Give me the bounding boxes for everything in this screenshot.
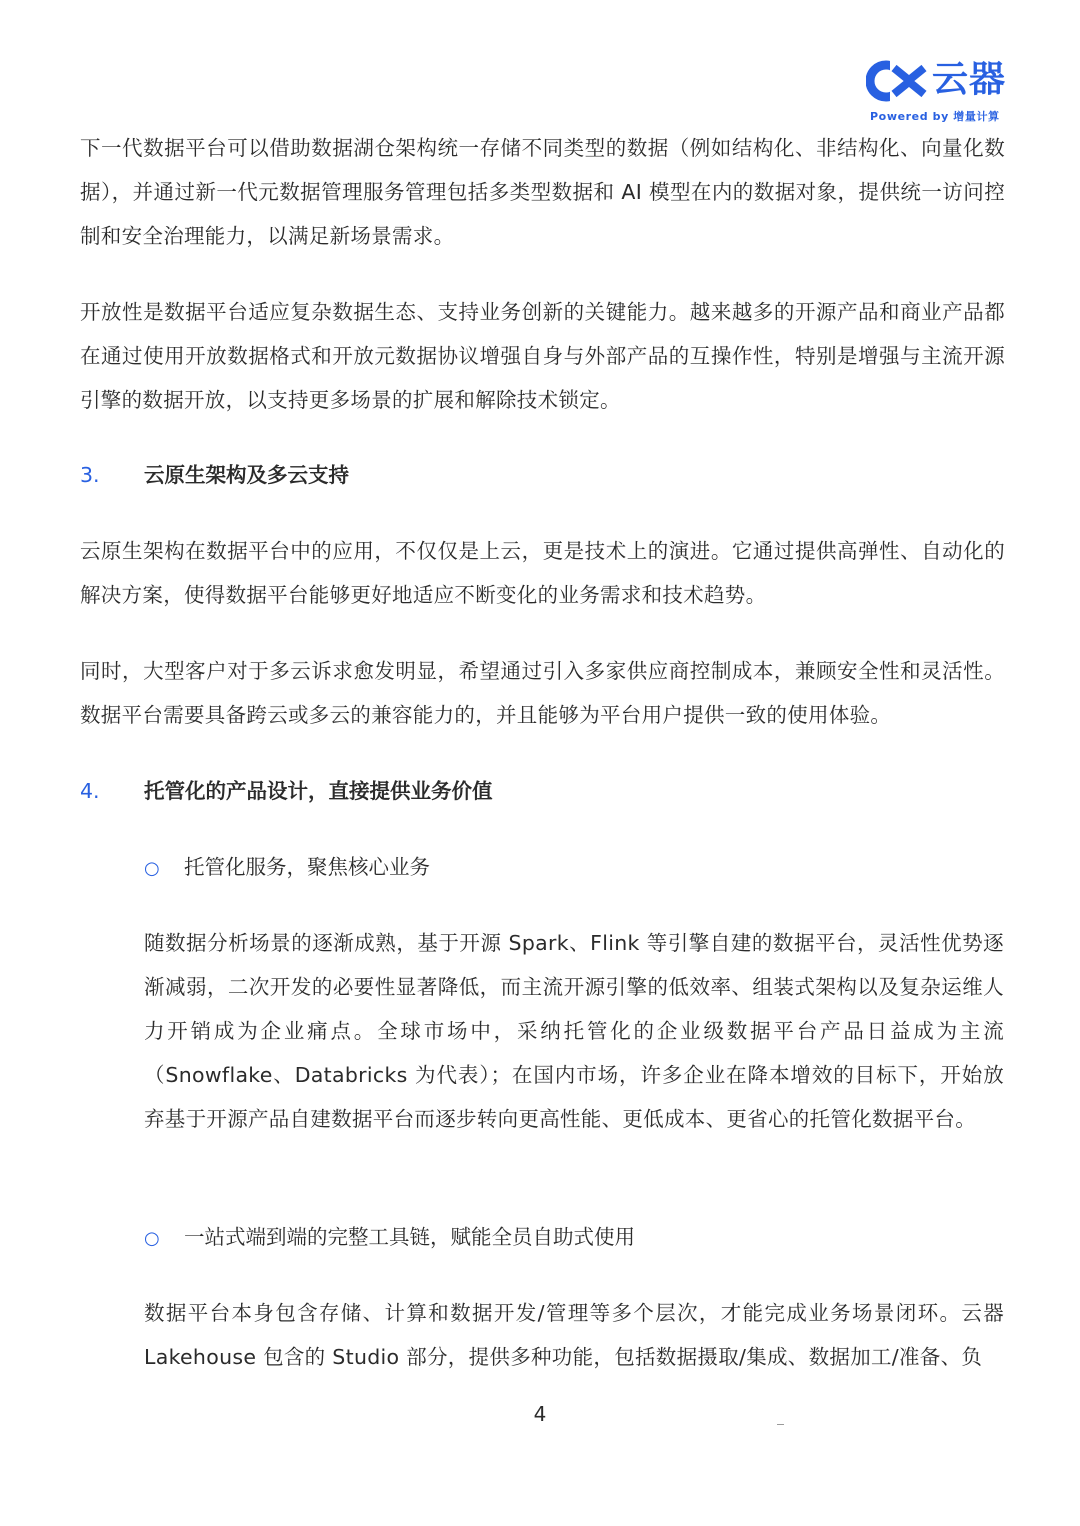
section-heading-3 (80, 460, 349, 490)
paragraph-studio: 数据平台本身包含存储、计算和数据开发/管理等多个层次，才能完成业务场景闭环。云器 Lakehouse 包含的 Studio 部分，提供多种功能，包括数据摄取/集成、数据加工/准备、负 (144, 1301, 1004, 1369)
bullet-managed-service (144, 852, 430, 884)
bullet-text: 托管化服务，聚焦核心业务 (184, 855, 430, 879)
section-title: 云原生架构及多云支持 (144, 463, 349, 487)
page-divider-mark (777, 1424, 784, 1425)
section-heading-4 (80, 776, 493, 806)
paragraph-multi-cloud: 同时，大型客户对于多云诉求愈发明显，希望通过引入多家供应商控制成本，兼顾安全性和灵活性。数据平台需要具备跨云或多云的兼容能力的，并且能够为平台用户提供一致的使用体验。 (80, 659, 1005, 727)
logo-mark-icon (866, 60, 928, 102)
section-title: 托管化的产品设计，直接提供业务价值 (144, 779, 493, 803)
brand-tagline: Powered by 增量计算 (870, 110, 1000, 123)
paragraph-data-lakehouse: 下一代数据平台可以借助数据湖仓架构统一存储不同类型的数据（例如结构化、非结构化、向量化数据），并通过新一代元数据管理服务管理包括多类型数据和 AI 模型在内的数据对象，提供统一访问控制和安全治理能力，以满足新场景需求。 (80, 136, 1005, 248)
page-number: 4 (533, 1402, 547, 1426)
brand-wordmark: 云器 (932, 59, 1007, 100)
section-number: 3. (80, 463, 100, 487)
circle-bullet-icon: ○ (144, 858, 160, 879)
paragraph-managed-platform: 随数据分析场景的逐渐成熟，基于开源 Spark、Flink 等引擎自建的数据平台，灵活性优势逐渐减弱，二次开发的必要性显著降低，而主流开源引擎的低效率、组装式架构以及复杂运维人力开销成为企业痛点。全球市场中，采纳托管化的企业级数据平台产品日益成为主流（Snowflake、Databricks 为代表）；在国内市场，许多企业在降本增效的目标下，开始放弃基于开源产品自建数据平台而逐步转向更高性能、更低成本、更省心的托管化数据平台。 (144, 931, 1004, 1131)
bullet-toolchain (144, 1222, 635, 1254)
paragraph-cloud-native: 云原生架构在数据平台中的应用，不仅仅是上云，更是技术上的演进。它通过提供高弹性、自动化的解决方案，使得数据平台能够更好地适应不断变化的业务需求和技术趋势。 (80, 539, 1005, 607)
section-number: 4. (80, 779, 100, 803)
paragraph-openness: 开放性是数据平台适应复杂数据生态、支持业务创新的关键能力。越来越多的开源产品和商业产品都在通过使用开放数据格式和开放元数据协议增强自身与外部产品的互操作性，特别是增强与主流开源引擎的数据开放，以支持更多场景的扩展和解除技术锁定。 (80, 300, 1005, 412)
bullet-text: 一站式端到端的完整工具链，赋能全员自助式使用 (184, 1225, 635, 1249)
circle-bullet-icon: ○ (144, 1228, 160, 1249)
brand-logo (866, 58, 1006, 128)
